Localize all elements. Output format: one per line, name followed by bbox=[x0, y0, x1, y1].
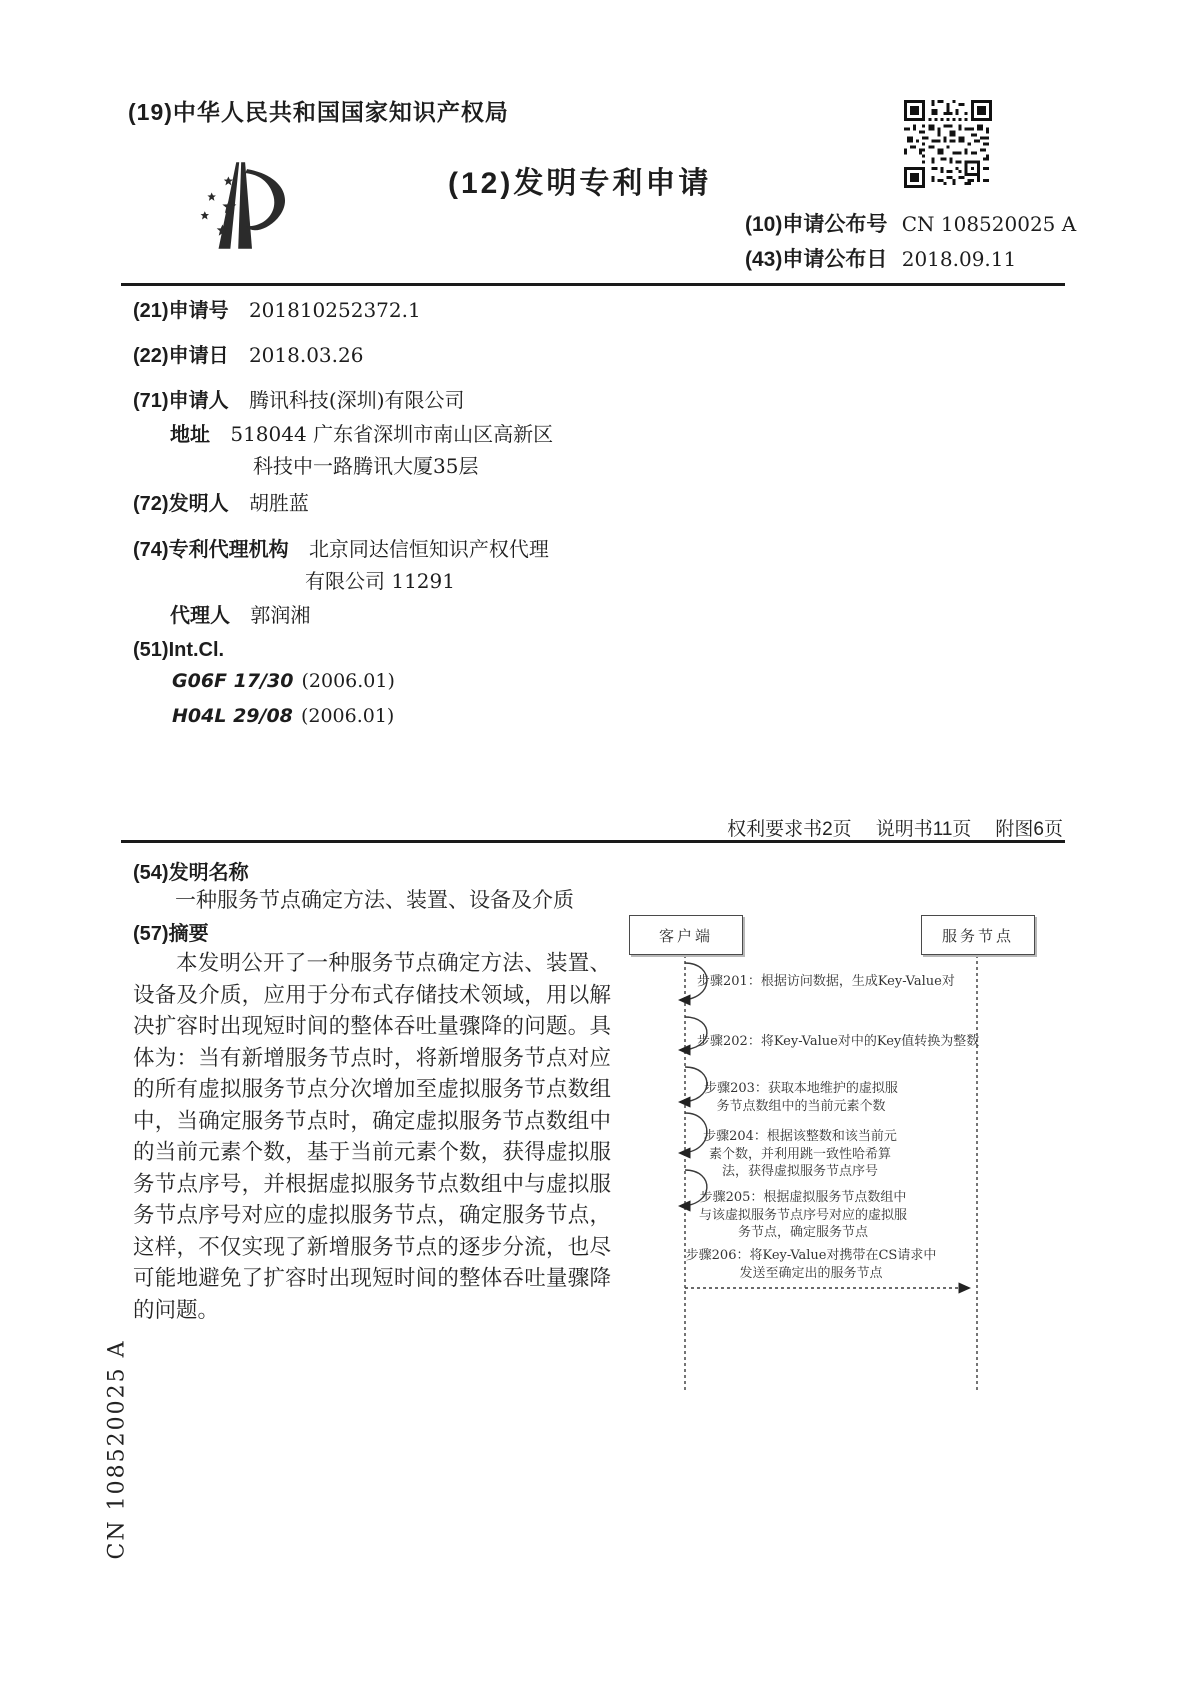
intcl-code-1: G06F 17/30 bbox=[172, 670, 294, 692]
intcl-version-2: (2006.01) bbox=[300, 705, 395, 727]
publication-date-label: (43)申请公布日 bbox=[745, 248, 888, 271]
office-name: (19)中华人民共和国国家知识产权局 bbox=[128, 99, 509, 125]
agency-value-2: 有限公司 11291 bbox=[305, 569, 455, 593]
drawings-pages: 附图6页 bbox=[995, 819, 1063, 840]
step-206: 步骤206：将Key-Value对携带在CS请求中发送至确定出的服务节点 bbox=[685, 1248, 937, 1281]
abstract-text: 本发明公开了一种服务节点确定方法、装置、设备及介质，应用于分布式存储技术领域，用以解决扩容时出现短时间的整体吞吐量骤降的问题。具体为：当有新增服务节点时，将新增服务节点对应的所有虚拟服务节点分次增加至虚拟服务节点数组中，当确定服务节点时，确定虚拟服务节点数组中的当前元素个数，基于当前元素个数，获得虚拟服务节点序号，并根据虚拟服务节点数组中与虚拟服务节点序号对应的虚拟服务节点，确定服务节点，这样，不仅实现了新增服务节点的逐步分流，也尽可能地避免了扩容时出现短时间的整体吞吐量骤降的问题。 bbox=[133, 951, 611, 1323]
step-203: 步骤203：获取本地维护的虚拟服务节点数组中的当前元素个数 bbox=[704, 1081, 898, 1114]
step-205: 步骤205：根据虚拟服务节点数组中与该虚拟服务节点序号对应的虚拟服务节点，确定服务节点 bbox=[698, 1190, 907, 1240]
applicant-value: 腾讯科技(深圳)有限公司 bbox=[248, 388, 465, 412]
address-value-2: 科技中一路腾讯大厦35层 bbox=[253, 454, 479, 478]
address-label: 地址 bbox=[170, 424, 210, 446]
application-date-value: 2018.03.26 bbox=[248, 343, 364, 367]
intcl-line bbox=[133, 637, 224, 662]
vertical-publication-number: CN 108520025 A bbox=[104, 1339, 130, 1560]
body-divider bbox=[121, 840, 1065, 843]
abstract-label: (57)摘要 bbox=[133, 923, 209, 945]
invention-title: 一种服务节点确定方法、装置、设备及介质 bbox=[175, 888, 574, 912]
inventor-label: (72)发明人 bbox=[133, 493, 229, 515]
cnipa-logo-icon bbox=[192, 160, 310, 255]
address-value-1: 518044 广东省深圳市南山区高新区 bbox=[230, 422, 554, 446]
agency-line bbox=[133, 533, 549, 562]
abstract-figure bbox=[585, 900, 1040, 1400]
step-201: 步骤201：根据访问数据，生成Key-Value对 bbox=[697, 974, 955, 989]
publication-number-value: CN 108520025 A bbox=[901, 212, 1077, 236]
agent-label: 代理人 bbox=[170, 605, 230, 627]
agency-label: (74)专利代理机构 bbox=[133, 539, 289, 561]
header-divider bbox=[121, 283, 1065, 286]
inventor-value: 胡胜蓝 bbox=[248, 491, 309, 515]
server-lifeline-box: 服务节点 bbox=[921, 915, 1035, 955]
publication-number-line bbox=[745, 208, 1076, 238]
intcl-entry-1 bbox=[172, 670, 395, 692]
intcl-entry-2 bbox=[172, 705, 394, 727]
application-number-value: 201810252372.1 bbox=[248, 298, 421, 322]
document-type-title: (12)发明专利申请 bbox=[448, 167, 712, 200]
address-line bbox=[170, 418, 553, 447]
pages-summary bbox=[727, 814, 1063, 841]
qr-code bbox=[904, 100, 992, 188]
application-date-line bbox=[133, 339, 363, 368]
application-number-line bbox=[133, 294, 421, 323]
application-number-label: (21)申请号 bbox=[133, 300, 229, 322]
client-lifeline-box: 客户端 bbox=[629, 915, 743, 955]
publication-date-line bbox=[745, 243, 1016, 273]
step-204: 步骤204：根据该整数和该当前元素个数，并利用跳一致性哈希算法，获得虚拟服务节点序号 bbox=[703, 1129, 897, 1179]
intcl-label: (51)Int.Cl. bbox=[133, 639, 225, 661]
description-pages: 说明书11页 bbox=[875, 819, 972, 840]
agency-value-1: 北京同达信恒知识产权代理 bbox=[308, 537, 549, 561]
publication-number-label: (10)申请公布号 bbox=[745, 213, 888, 236]
agency-line-2 bbox=[305, 565, 455, 594]
applicant-label: (71)申请人 bbox=[133, 390, 229, 412]
agent-line bbox=[170, 599, 310, 628]
agent-value: 郭润湘 bbox=[250, 603, 311, 627]
applicant-line bbox=[133, 384, 465, 413]
step-202: 步骤202：将Key-Value对中的Key值转换为整数 bbox=[697, 1034, 980, 1049]
invention-title-label: (54)发明名称 bbox=[133, 862, 249, 884]
intcl-version-1: (2006.01) bbox=[301, 670, 395, 692]
publication-date-value: 2018.09.11 bbox=[901, 247, 1017, 271]
inventor-line bbox=[133, 487, 309, 516]
address-line-2 bbox=[253, 450, 478, 479]
intcl-code-2: H04L 29/08 bbox=[172, 705, 293, 727]
claims-pages: 权利要求书2页 bbox=[727, 819, 852, 840]
application-date-label: (22)申请日 bbox=[133, 345, 229, 367]
